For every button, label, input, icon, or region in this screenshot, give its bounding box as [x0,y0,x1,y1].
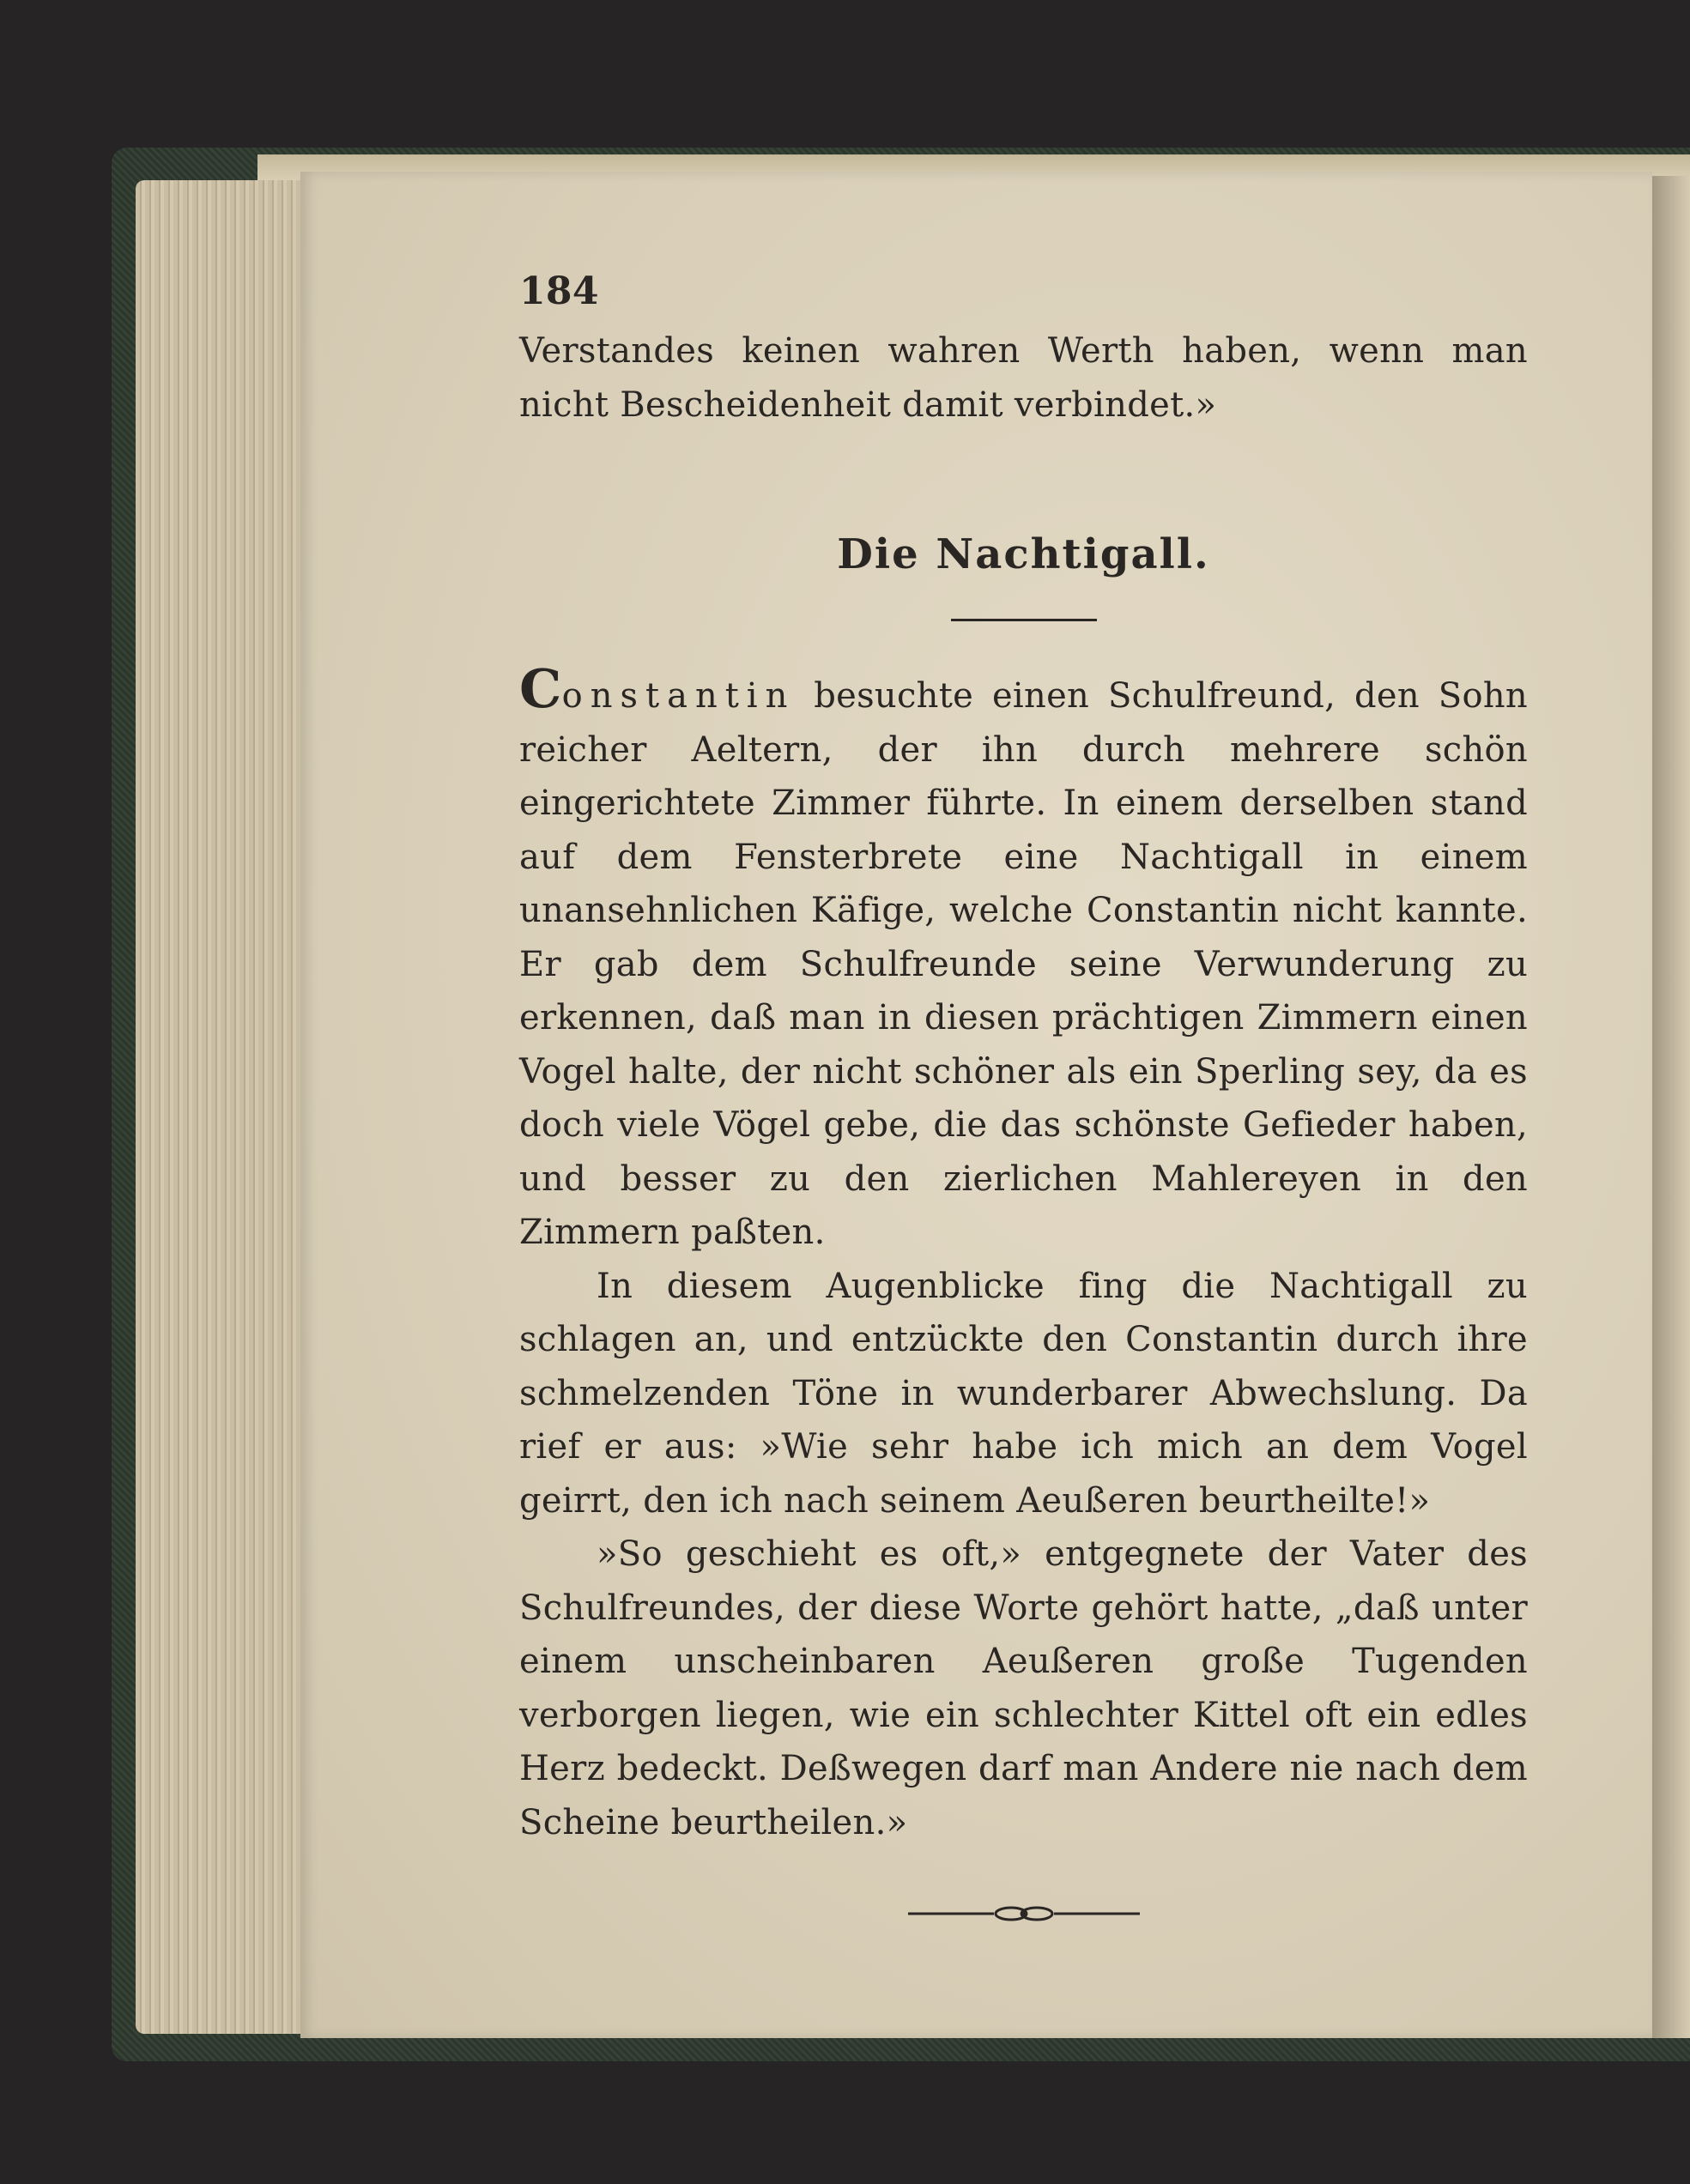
carry-over-paragraph: Verstandes keinen wahren Werth haben, wenn man nicht Bescheidenheit damit verbindet.» [519,331,1528,425]
paragraph-lead-word: onstantin [561,676,796,716]
drop-cap: C [519,657,562,720]
story-title: Die Nachtigall. [837,530,1210,578]
story-paragraph-3: »So geschieht es oft,» entgegnete der Vater des Schulfreundes, der diese Worte gehört hatte, „daß unter einem unscheinbaren Aeußeren große Tugenden verborgen liegen, wie ein schlechter Kittel oft ein edles Herz bedeckt. Deßwegen darf man Andere nie nach dem Scheine beurtheilen.» [519,1534,1528,1842]
paragraph-text: besuchte einen Schulfreund, den Sohn reicher Aeltern, der ihn durch mehrere schön eingerichtete Zimmer führte. In einem derselben stand auf dem Fensterbrete eine Nachtigall in einem unansehnlichen Käfige, welche Constantin nicht kannte. Er gab dem Schulfreunde seine Verwunderung zu erkennen, daß man in diesen prächtigen Zimmern einen Vogel halte, der nicht schöner als ein Sperling sey, da es doch viele Vögel gebe, die das schönste Gefieder haben, und besser zu den zierlichen Mahlereyen in den Zimmern paßten. [519,676,1528,1252]
title-rule [951,619,1097,621]
story-paragraph-2: In diesem Augenblicke fing die Nachtigall zu schlagen an, und entzückte den Constantin durch ihre schmelzenden Töne in wunderbarer Abwechslung. Da rief er aus: »Wie sehr habe ich mich an dem Vogel geirrt, den ich nach seinem Aeußeren beurtheilte!» [519,1266,1528,1521]
facing-page-edge [1648,176,1690,2038]
end-ornament [908,1901,1140,1927]
page-content [519,266,1528,1927]
story-paragraph-1 [519,657,1528,1260]
page-number: 184 [519,269,599,313]
